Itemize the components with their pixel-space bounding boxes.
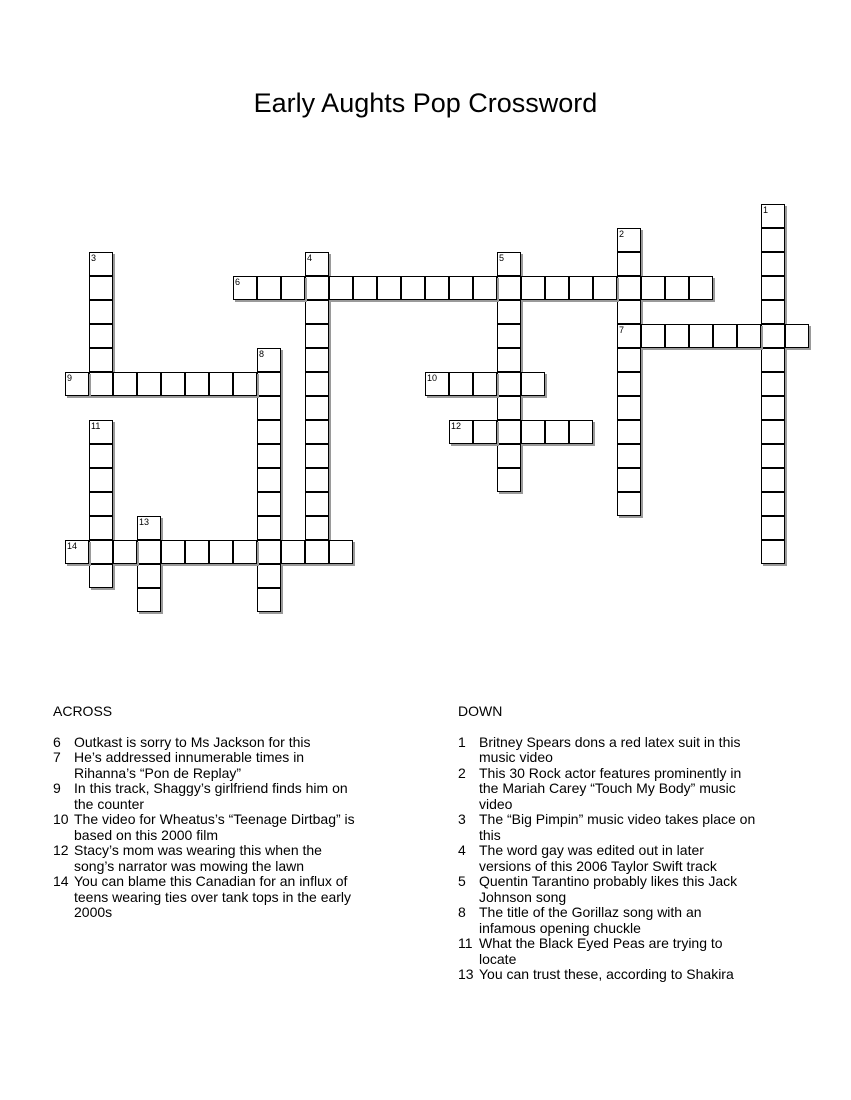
crossword-cell[interactable] (665, 324, 689, 348)
crossword-cell[interactable] (569, 420, 593, 444)
clue-text: Quentin Tarantino probably likes this Jack Johnson song (479, 873, 738, 905)
down-clues (458, 704, 758, 983)
cell-number: 8 (259, 349, 265, 359)
crossword-cell[interactable] (89, 300, 113, 324)
clue-text: You can trust these, according to Shakira (479, 966, 734, 982)
crossword-cell[interactable] (761, 348, 785, 372)
cell-number: 10 (427, 373, 438, 383)
crossword-cell[interactable] (713, 324, 737, 348)
crossword-cell[interactable] (305, 492, 329, 516)
crossword-cell[interactable] (89, 252, 113, 276)
crossword-cell[interactable] (449, 276, 473, 300)
crossword-cell[interactable] (761, 396, 785, 420)
cell-number: 7 (619, 325, 625, 335)
crossword-cell[interactable] (89, 516, 113, 540)
crossword-cell[interactable] (257, 396, 281, 420)
crossword-cell[interactable] (689, 324, 713, 348)
crossword-cell[interactable] (761, 372, 785, 396)
clue-text: The title of the Gorillaz song with an infamous opening chuckle (479, 904, 702, 936)
crossword-cell[interactable] (137, 564, 161, 588)
crossword-cell[interactable] (137, 588, 161, 612)
crossword-cell[interactable] (113, 372, 137, 396)
clue-number: 10 (53, 811, 69, 827)
clue-item (458, 843, 758, 874)
clue-number: 13 (458, 966, 474, 982)
crossword-cell[interactable] (593, 276, 617, 300)
crossword-cell[interactable] (257, 444, 281, 468)
crossword-cell[interactable] (89, 276, 113, 300)
crossword-cell[interactable] (617, 396, 641, 420)
crossword-cell[interactable] (641, 324, 665, 348)
crossword-cell[interactable] (305, 420, 329, 444)
crossword-cell[interactable] (617, 492, 641, 516)
crossword-cell[interactable] (761, 204, 785, 228)
crossword-cell[interactable] (473, 420, 497, 444)
crossword-cell[interactable] (257, 348, 281, 372)
clue-number: 2 (458, 764, 466, 781)
clue-number: 11 (458, 935, 473, 951)
crossword-cell[interactable] (761, 468, 785, 492)
crossword-cell[interactable] (761, 252, 785, 276)
crossword-cell[interactable] (761, 324, 785, 348)
crossword-cell[interactable] (545, 420, 569, 444)
crossword-cell[interactable] (305, 324, 329, 348)
crossword-cell[interactable] (305, 540, 329, 564)
crossword-cell[interactable] (521, 420, 545, 444)
clue-number: 4 (458, 842, 466, 858)
cell-number: 2 (619, 229, 625, 239)
cell-number: 12 (451, 421, 462, 431)
across-clue-list (53, 735, 363, 921)
clue-text: He’s addressed innumerable times in Rihanna’s “Pon de Replay” (74, 749, 305, 781)
clue-text: The word gay was edited out in later versions of this 2006 Taylor Swift track (479, 842, 717, 874)
cell-number: 5 (499, 253, 505, 263)
crossword-cell[interactable] (521, 276, 545, 300)
clue-item (458, 967, 758, 983)
clue-text: What the Black Eyed Peas are trying to locate (479, 935, 723, 967)
crossword-cell[interactable] (497, 372, 521, 396)
clue-number: 14 (53, 873, 69, 889)
crossword-cell[interactable] (89, 420, 113, 444)
cell-number: 11 (91, 421, 101, 431)
crossword-cell[interactable] (737, 324, 761, 348)
clue-item (458, 766, 758, 813)
clue-item (53, 781, 363, 812)
crossword-cell[interactable] (257, 588, 281, 612)
crossword-cell[interactable] (521, 372, 545, 396)
crossword-cell[interactable] (785, 324, 809, 348)
crossword-cell[interactable] (305, 444, 329, 468)
clue-item (53, 750, 363, 781)
crossword-cell[interactable] (161, 540, 185, 564)
crossword-cell[interactable] (185, 540, 209, 564)
crossword-cell[interactable] (257, 420, 281, 444)
crossword-cell[interactable] (497, 396, 521, 420)
crossword-cell[interactable] (305, 276, 329, 300)
crossword-cell[interactable] (305, 468, 329, 492)
crossword-cell[interactable] (257, 564, 281, 588)
cell-number: 13 (139, 517, 150, 527)
crossword-cell[interactable] (161, 372, 185, 396)
crossword-cell[interactable] (209, 372, 233, 396)
crossword-cell[interactable] (65, 372, 89, 396)
cell-number: 1 (763, 205, 769, 215)
clue-number: 1 (458, 733, 466, 750)
cell-number: 3 (91, 253, 97, 263)
clue-number: 9 (53, 780, 61, 796)
crossword-cell[interactable] (449, 372, 473, 396)
clue-number: 7 (53, 749, 61, 765)
clue-text: Outkast is sorry to Ms Jackson for this (74, 733, 311, 750)
crossword-cell[interactable] (425, 276, 449, 300)
crossword-cell[interactable] (89, 468, 113, 492)
clue-number: 3 (458, 811, 466, 827)
crossword-cell[interactable] (761, 276, 785, 300)
crossword-cell[interactable] (257, 468, 281, 492)
crossword-cell[interactable] (497, 300, 521, 324)
crossword-cell[interactable] (473, 276, 497, 300)
clue-item (53, 843, 363, 874)
crossword-cell[interactable] (257, 516, 281, 540)
crossword-cell[interactable] (137, 372, 161, 396)
crossword-cell[interactable] (257, 540, 281, 564)
down-clue-list (458, 735, 758, 983)
clue-text: In this track, Shaggy’s girlfriend finds him on the counter (74, 780, 348, 812)
clue-item (53, 812, 363, 843)
clue-item (53, 735, 363, 751)
crossword-cell[interactable] (617, 252, 641, 276)
crossword-cell[interactable] (377, 276, 401, 300)
crossword-cell[interactable] (329, 276, 353, 300)
clue-item (458, 905, 758, 936)
crossword-cell[interactable] (689, 276, 713, 300)
crossword-cell[interactable] (89, 348, 113, 372)
crossword-cell[interactable] (617, 300, 641, 324)
crossword-cell[interactable] (401, 276, 425, 300)
clue-text: The “Big Pimpin” music video takes place on this (479, 811, 756, 843)
crossword-cell[interactable] (497, 444, 521, 468)
crossword-cell[interactable] (137, 540, 161, 564)
cell-number: 14 (67, 541, 78, 551)
crossword-cell[interactable] (209, 540, 233, 564)
crossword-cell[interactable] (305, 252, 329, 276)
crossword-cell[interactable] (89, 540, 113, 564)
crossword-cell[interactable] (281, 276, 305, 300)
crossword-cell[interactable] (497, 348, 521, 372)
crossword-cell[interactable] (305, 348, 329, 372)
crossword-cell[interactable] (497, 252, 521, 276)
crossword-cell[interactable] (761, 516, 785, 540)
clue-number: 6 (53, 733, 61, 750)
crossword-cell[interactable] (353, 276, 377, 300)
crossword-cell[interactable] (617, 372, 641, 396)
crossword-cell[interactable] (617, 348, 641, 372)
cell-number: 4 (307, 253, 313, 263)
crossword-cell[interactable] (569, 276, 593, 300)
clue-item (458, 874, 758, 905)
crossword-cell[interactable] (305, 300, 329, 324)
crossword-cell[interactable] (665, 276, 689, 300)
crossword-cell[interactable] (617, 444, 641, 468)
clue-number: 8 (458, 904, 466, 920)
clue-text: Britney Spears dons a red latex suit in this music video (479, 733, 741, 765)
crossword-cell[interactable] (449, 420, 473, 444)
crossword-cell[interactable] (617, 324, 641, 348)
crossword-cell[interactable] (137, 516, 161, 540)
crossword-cell[interactable] (545, 276, 569, 300)
crossword-cell[interactable] (761, 228, 785, 252)
clue-item (53, 874, 363, 921)
page-title: Early Aughts Pop Crossword (253, 88, 598, 118)
crossword-cell[interactable] (473, 372, 497, 396)
crossword-cell[interactable] (497, 324, 521, 348)
crossword-cell[interactable] (233, 372, 257, 396)
crossword-cell[interactable] (641, 276, 665, 300)
crossword-cell[interactable] (89, 492, 113, 516)
crossword-cell[interactable] (761, 420, 785, 444)
crossword-cell[interactable] (761, 492, 785, 516)
crossword-cell[interactable] (761, 540, 785, 564)
clue-item (458, 735, 758, 766)
crossword-cell[interactable] (425, 372, 449, 396)
cell-number: 6 (235, 277, 241, 287)
clue-number: 5 (458, 873, 466, 889)
crossword-cell[interactable] (617, 468, 641, 492)
clue-text: The video for Wheatus’s “Teenage Dirtbag” is based on this 2000 film (74, 811, 355, 843)
crossword-cell[interactable] (617, 276, 641, 300)
crossword-cell[interactable] (89, 564, 113, 588)
crossword-cell[interactable] (185, 372, 209, 396)
clue-item (458, 936, 758, 967)
crossword-cell[interactable] (233, 540, 257, 564)
crossword-cell[interactable] (65, 540, 89, 564)
crossword-cell[interactable] (305, 396, 329, 420)
down-heading: DOWN (458, 703, 503, 719)
clue-item (458, 812, 758, 843)
clue-text: Stacy’s mom was wearing this when the song’s narrator was mowing the lawn (74, 842, 322, 874)
clue-text: You can blame this Canadian for an influx of teens wearing ties over tank tops in the early 2000s (74, 873, 352, 920)
crossword-cell[interactable] (617, 420, 641, 444)
crossword-cell[interactable] (761, 300, 785, 324)
crossword-cell[interactable] (89, 324, 113, 348)
crossword-cell[interactable] (257, 492, 281, 516)
crossword-cell[interactable] (617, 228, 641, 252)
crossword-cell[interactable] (497, 420, 521, 444)
crossword-cell[interactable] (305, 372, 329, 396)
crossword-cell[interactable] (257, 276, 281, 300)
crossword-cell[interactable] (113, 540, 137, 564)
crossword-cell[interactable] (257, 372, 281, 396)
across-heading: ACROSS (53, 703, 113, 719)
crossword-cell[interactable] (497, 276, 521, 300)
across-clues (53, 704, 363, 921)
crossword-cell[interactable] (497, 468, 521, 492)
crossword-cell[interactable] (233, 276, 257, 300)
crossword-cell[interactable] (281, 540, 305, 564)
cell-number: 9 (67, 373, 73, 383)
crossword-cell[interactable] (89, 372, 113, 396)
clue-number: 12 (53, 842, 69, 858)
crossword-cell[interactable] (329, 540, 353, 564)
clue-text: This 30 Rock actor features prominently in the Mariah Carey “Touch My Body” music video (479, 764, 742, 812)
crossword-cell[interactable] (761, 444, 785, 468)
crossword-cell[interactable] (89, 444, 113, 468)
crossword-cell[interactable] (305, 516, 329, 540)
